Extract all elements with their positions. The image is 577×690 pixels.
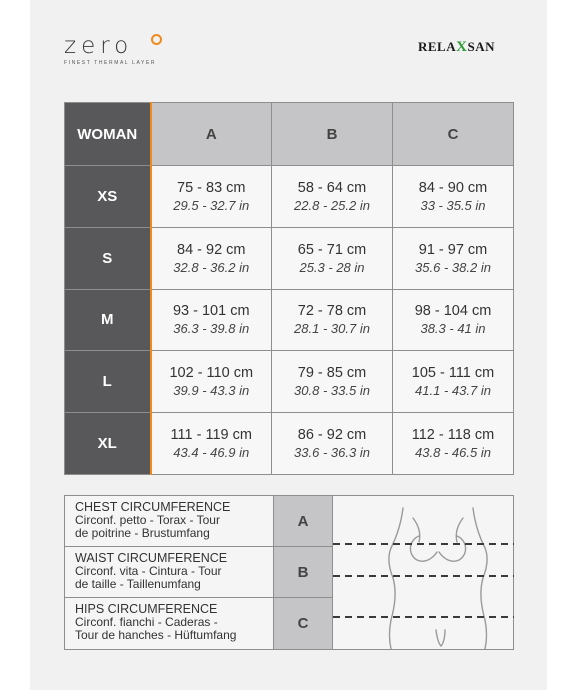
table-header-row [65,103,514,166]
legend-subtitle: de poitrine - Brustumfang [75,525,210,540]
table-cell [151,166,272,228]
cell-cm: 112 - 118 cm [411,427,495,444]
table-cell [393,227,514,289]
legend-title: CHEST CIRCUMFERENCE [75,500,231,514]
table-cell [151,289,272,351]
cell-in: 35.6 - 38.2 in [415,259,491,275]
brand-name: zero [64,33,134,59]
cell-cm: 84 - 92 cm [177,241,246,258]
cell-in: 43.4 - 46.9 in [173,445,250,461]
size-label: S [65,227,151,289]
table-row [65,351,514,413]
cell-cm: 65 - 71 cm [297,241,367,258]
legend-subtitle: de taille - Taillenumfang [75,576,201,591]
cell-cm: 86 - 92 cm [297,427,367,444]
brand-dot-icon [151,34,162,45]
table-row [65,289,514,351]
partner-name-left: RELA [418,39,457,54]
table-row [65,227,514,289]
size-label: L [65,351,151,413]
cell-cm: 84 - 90 cm [418,179,488,196]
table-cell [272,227,393,289]
cell-in: 38.3 - 41 in [420,321,486,337]
table-cell [151,227,272,289]
brand-tagline: FINEST THERMAL LAYER [64,60,157,66]
cell-cm: 102 - 110 cm [169,365,254,382]
legend-row-chest [65,496,273,547]
legend-row-hips [65,598,273,649]
cell-in: 28.1 - 30.7 in [294,321,370,337]
legend-subtitle: Tour de hanches - Hüftumfang [75,627,237,642]
table-corner-label: WOMAN [65,103,151,166]
cell-in: 39.9 - 43.3 in [173,383,250,399]
brand-logo [64,34,156,66]
cell-in: 32.8 - 36.2 in [173,259,250,275]
cell-in: 25.3 - 28 in [299,259,365,275]
table-cell [393,351,514,413]
cell-in: 29.5 - 32.7 in [173,197,250,213]
partner-logo [418,39,495,56]
cell-in: 33 - 35.5 in [420,197,486,213]
legend-subtitle: Circonf. petto - Torax - Tour [75,513,220,527]
measurement-legend [64,495,514,650]
cell-cm: 72 - 78 cm [297,303,367,320]
column-header-c: C [393,103,514,166]
body-silhouette-icon [333,496,514,649]
table-row [65,413,514,475]
size-table [64,102,514,475]
table-row [65,166,514,228]
cell-cm: 75 - 83 cm [177,179,246,196]
legend-letter-c: C [273,598,333,649]
table-cell [393,289,514,351]
cell-in: 22.8 - 25.2 in [294,197,370,213]
table-cell [272,351,393,413]
legend-row-waist [65,547,273,598]
size-label: XS [65,166,151,228]
table-cell [393,166,514,228]
cell-cm: 98 - 104 cm [414,303,492,320]
legend-subtitle: Circonf. vita - Cintura - Tour [75,564,222,578]
table-cell [272,166,393,228]
partner-x-icon: X [456,39,468,55]
legend-subtitle: Circonf. fianchi - Caderas - [75,615,218,629]
cell-cm: 58 - 64 cm [297,179,367,196]
legend-letter-b: B [273,547,333,598]
table-cell [393,413,514,475]
size-label: M [65,289,151,351]
cell-in: 41.1 - 43.7 in [415,383,491,399]
cell-cm: 91 - 97 cm [418,241,488,258]
table-cell [272,413,393,475]
legend-title: HIPS CIRCUMFERENCE [75,602,218,616]
cell-in: 30.8 - 33.5 in [294,383,370,399]
partner-name-right: SAN [467,39,495,54]
table-cell [151,351,272,413]
cell-in: 43.8 - 46.5 in [415,445,491,461]
cell-cm: 105 - 111 cm [411,365,495,382]
column-header-b: B [272,103,393,166]
table-cell [151,413,272,475]
cell-cm: 79 - 85 cm [297,365,367,382]
table-cell [272,289,393,351]
cell-cm: 93 - 101 cm [172,303,250,320]
cell-in: 36.3 - 39.8 in [173,321,250,337]
cell-cm: 111 - 119 cm [170,427,252,444]
cell-in: 33.6 - 36.3 in [294,445,370,461]
size-label: XL [65,413,151,475]
legend-title: WAIST CIRCUMFERENCE [75,551,228,565]
column-header-a: A [151,103,272,166]
legend-letter-a: A [273,496,333,547]
